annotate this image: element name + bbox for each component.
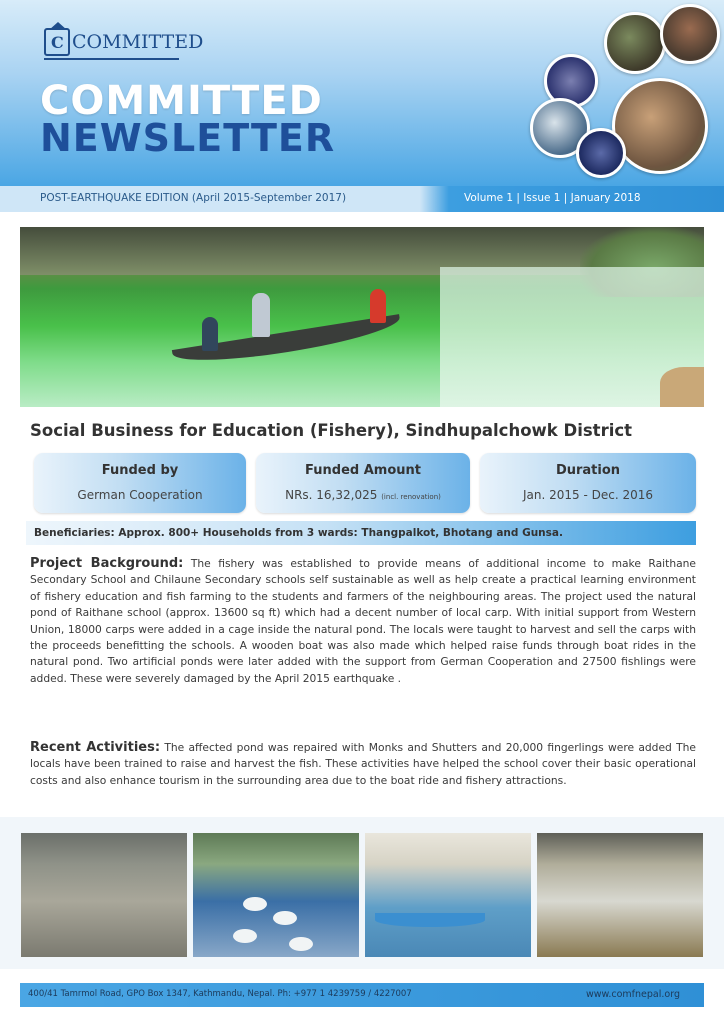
duration-card bbox=[480, 453, 696, 513]
newsletter-title-line2: NEWSLETTER bbox=[40, 116, 336, 160]
fishery-pond-photo bbox=[20, 227, 704, 407]
background-text: The fishery was established to provide means of additional income to make Raithane Secondary School and Chilaune Secondary schools self sustainable as well as help create a practical learning environment of fishery education and fish farming to the students and farmers of the neighbouring areas. The project used the natural pond of Raithane school (approx. 13600 sq ft) which had a decent number of local carp. With initial support from Western Union, 18000 carps were added in a cage inside the natural pond. The locals were taught to harvest and sell the carps with the proceeds benefitting the schools. A wooden boat was also made which helped raise funds through boat rides in the natural pond. Two artificial ponds were later added with the support from German Cooperation and 27500 fishlings were added. These were severely damaged by the April 2015 earthquake . bbox=[30, 557, 696, 685]
photo-rock bbox=[660, 367, 704, 407]
committed-logo bbox=[44, 28, 203, 56]
newsletter-title-line1: COMMITTED bbox=[40, 78, 323, 124]
person-2 bbox=[252, 293, 270, 337]
card-label: Funded by bbox=[101, 463, 179, 478]
school-logo-icon bbox=[44, 28, 70, 56]
header-photo-6 bbox=[576, 128, 626, 178]
strip-photo-fingerlings bbox=[193, 833, 359, 957]
header-photo-5 bbox=[612, 78, 708, 174]
footer-address: 400/41 Tamrmol Road, GPO Box 1347, Kathmandu, Nepal. Ph: +977 1 4239759 / 4227007 bbox=[28, 989, 412, 999]
edition-bar bbox=[0, 186, 724, 212]
footer-website-link[interactable]: www.comfnepal.org bbox=[585, 989, 680, 1000]
card-label: Funded Amount bbox=[305, 463, 421, 478]
footer-bar bbox=[20, 983, 704, 1007]
fish-bag bbox=[273, 911, 297, 925]
logo-text: COMMITTED bbox=[72, 31, 204, 53]
photo-strip bbox=[0, 817, 724, 969]
newsletter-header bbox=[0, 0, 724, 186]
edition-label: POST-EARTHQUAKE EDITION (April 2015-September 2017) bbox=[40, 192, 347, 204]
logo-underline bbox=[44, 58, 179, 60]
recent-text: The affected pond was repaired with Monks and Shutters and 20,000 fingerlings were added The locals have been trained to raise and harvest the fish. These activities have helped the school cover their basic operational costs and also enhance tourism in the surrounding area due to the boat ride and fishery attractions. bbox=[30, 741, 696, 787]
header-photo-2 bbox=[660, 4, 720, 64]
background-heading: Project Background: bbox=[30, 556, 184, 571]
funded-by-card bbox=[34, 453, 246, 513]
card-label: Duration bbox=[555, 463, 621, 478]
strip-photo-boat bbox=[365, 833, 531, 957]
header-photo-1 bbox=[604, 12, 666, 74]
recent-heading: Recent Activities: bbox=[30, 740, 161, 755]
fish-bag bbox=[289, 937, 313, 951]
card-value: NRs. 16,32,025 (incl. renovation) bbox=[285, 488, 441, 502]
issue-info: Volume 1 | Issue 1 | January 2018 bbox=[464, 192, 641, 204]
strip-photo-pond-construction bbox=[21, 833, 187, 957]
card-value: German Cooperation bbox=[77, 488, 203, 502]
funded-amount-card bbox=[256, 453, 470, 513]
beneficiaries-bar bbox=[26, 521, 696, 545]
fish-bag bbox=[243, 897, 267, 911]
recent-activities bbox=[30, 740, 696, 789]
card-value: Jan. 2015 - Dec. 2016 bbox=[522, 488, 653, 502]
fish-bag bbox=[233, 929, 257, 943]
amount-note: (incl. renovation) bbox=[381, 493, 441, 501]
project-background bbox=[30, 556, 696, 687]
project-title: Social Business for Education (Fishery), Sindhupalchowk District bbox=[30, 421, 633, 440]
person-3 bbox=[370, 289, 386, 323]
blue-boat bbox=[375, 913, 485, 927]
person-1 bbox=[202, 317, 218, 351]
project-info-cards bbox=[34, 453, 696, 513]
strip-photo-harvest bbox=[537, 833, 703, 957]
beneficiaries-text: Beneficiaries: Approx. 800+ Households from 3 wards: Thangpalkot, Bhotang and Gunsa. bbox=[34, 527, 563, 539]
